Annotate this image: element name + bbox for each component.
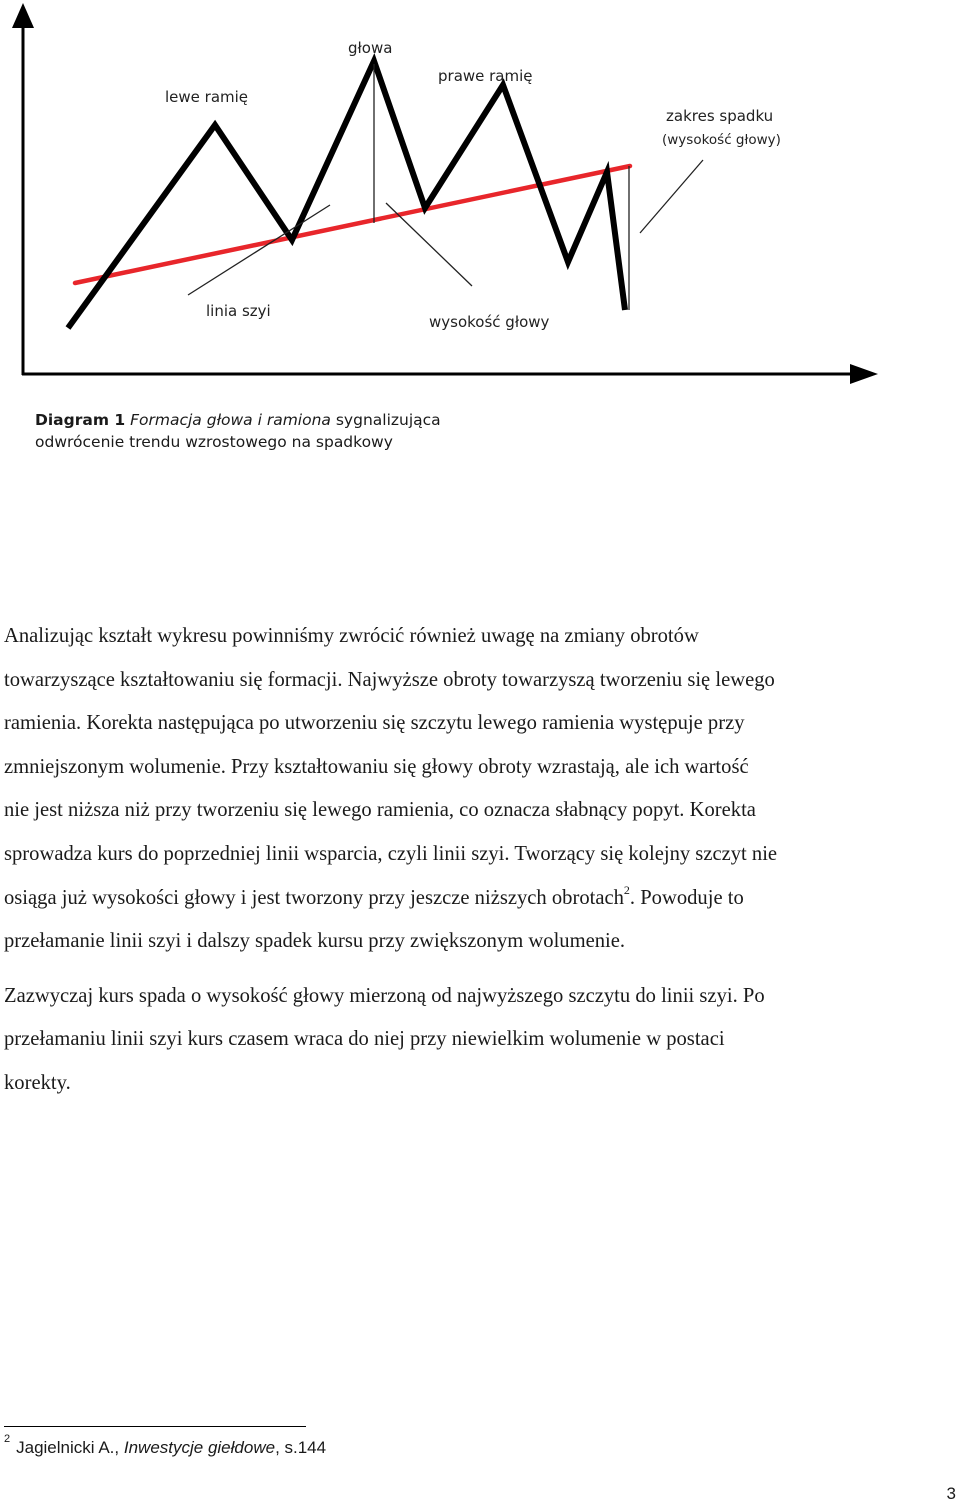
page-number: 3 <box>946 1484 956 1503</box>
text-line: przełamaniu linii szyi kurs czasem wraca do niej przy niewielkim wolumenie w postaci <box>4 1028 725 1051</box>
text-line: ramienia. Korekta następująca po utworzeniu się szczytu lewego ramienia występuje przy <box>4 712 745 735</box>
body-text <box>4 615 954 1106</box>
label-decline-range: zakres spadku <box>666 107 774 125</box>
paragraph-2 <box>4 975 954 1106</box>
paragraph-1 <box>4 615 954 964</box>
label-left-shoulder: lewe ramię <box>165 88 249 106</box>
label-head: głowa <box>348 39 393 57</box>
text-line: Zazwyczaj kurs spada o wysokość głowy mierzoną od najwyższego szczytu do linii szyi. Po <box>4 984 765 1007</box>
text-fragment: osiąga już wysokości głowy i jest tworzony przy jeszcze niższych obrotach <box>4 886 624 909</box>
footnote-author: Jagielnicki A., <box>16 1438 124 1457</box>
caption-italic: Formacja głowa i ramiona <box>130 411 331 429</box>
diagram-svg <box>0 0 960 470</box>
text-line: korekty. <box>4 1071 71 1094</box>
y-axis-arrow <box>12 3 34 28</box>
caption-line-2: odwrócenie trendu wzrostowego na spadkowy <box>35 433 393 451</box>
footnote-marker: 2 <box>4 1433 11 1446</box>
x-axis-arrow <box>850 364 878 384</box>
head-height-pointer <box>386 203 472 286</box>
caption-rest: sygnalizująca <box>335 411 441 429</box>
diagram-caption <box>35 409 495 453</box>
label-head-height: wysokość głowy <box>429 313 550 331</box>
footnote <box>4 1433 327 1458</box>
neckline <box>75 166 630 283</box>
text-line: sprowadza kurs do poprzedniej linii wsparcia, czyli linii szyi. Tworzący się kolejny szczyt nie <box>4 842 778 865</box>
text-line: nie jest niższa niż przy tworzeniu się lewego ramienia, co oznacza słabnący popyt. Korekta <box>4 799 756 822</box>
label-right-shoulder: prawe ramię <box>438 67 533 85</box>
head-and-shoulders-diagram <box>0 0 960 470</box>
caption-line-1 <box>35 409 495 431</box>
text-line <box>4 877 954 921</box>
footnote-title: Inwestycje giełdowe <box>123 1438 276 1457</box>
text-line: przełamanie linii szyi i dalszy spadek kursu przy zwiększonym wolumenie. <box>4 930 626 953</box>
price-line <box>68 61 625 328</box>
footnote-separator <box>4 1426 306 1427</box>
decline-range-pointer <box>640 160 703 233</box>
annotation-lines <box>188 64 703 310</box>
text-fragment: . Powoduje to <box>629 886 744 909</box>
neckline-pointer <box>188 205 330 295</box>
caption-number: Diagram 1 <box>35 411 126 429</box>
text-line: towarzyszące kształtowaniu się formacji. Najwyższe obroty towarzyszą tworzeniu się lewego <box>4 668 775 691</box>
footnote-page: , s.144 <box>275 1438 327 1457</box>
text-line: Analizując kształt wykresu powinniśmy zwrócić również uwagę na zmiany obrotów <box>4 625 699 647</box>
label-decline-range-sub: (wysokość głowy) <box>662 132 781 148</box>
text-line: zmniejszonym wolumenie. Przy kształtowaniu się głowy obroty wzrastają, ale ich wartość <box>4 755 749 778</box>
footnote-reference[interactable]: 2 <box>623 882 630 897</box>
label-neckline: linia szyi <box>206 302 271 320</box>
